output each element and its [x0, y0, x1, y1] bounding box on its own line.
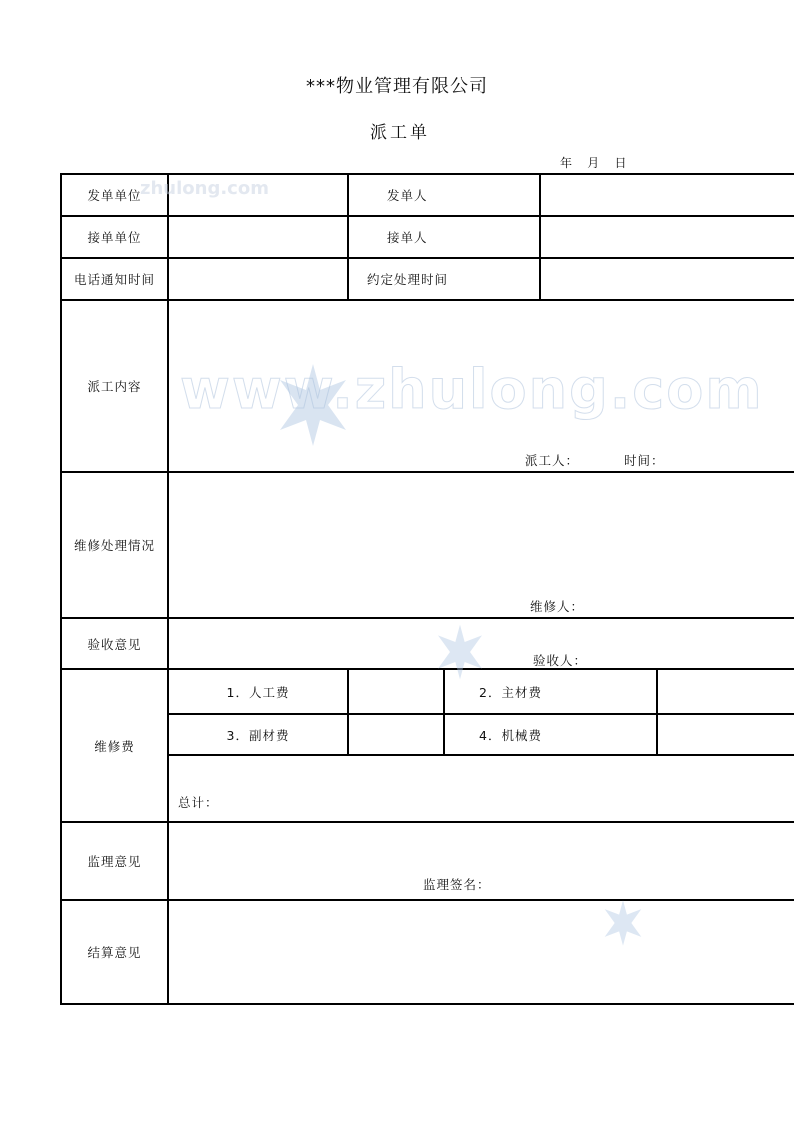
- row-times: [61, 258, 794, 300]
- receiving-unit-field[interactable]: [168, 216, 348, 258]
- row-repair-status: [61, 472, 794, 618]
- settlement-label: 结算意见: [61, 900, 168, 1004]
- settlement-field[interactable]: [168, 900, 794, 1004]
- row-settlement: [61, 900, 794, 1004]
- fee-main-material-field[interactable]: [657, 669, 794, 714]
- date-line: 年 月 日: [560, 156, 627, 170]
- phone-notice-time-field[interactable]: [168, 258, 348, 300]
- agreed-time-field[interactable]: [540, 258, 794, 300]
- company-name: ***物业管理有限公司: [306, 76, 488, 97]
- supervisor-signature-label: 监理签名：: [423, 877, 491, 892]
- fee-labor-label: 1．人工费: [168, 669, 348, 714]
- repair-status-field[interactable]: [168, 472, 794, 618]
- dispatch-content-field[interactable]: [168, 300, 794, 472]
- issuing-unit-label: 发单单位: [61, 174, 168, 216]
- dispatcher-signature-label: 派工人：: [525, 453, 580, 468]
- receiver-field[interactable]: [540, 216, 794, 258]
- acceptance-field[interactable]: [168, 618, 794, 669]
- time-signature-label: 时间：: [624, 453, 665, 468]
- row-receiving: [61, 216, 794, 258]
- row-fee-total: [61, 755, 794, 822]
- receiver-label: 接单人: [348, 216, 540, 258]
- row-supervision: [61, 822, 794, 900]
- issuer-field[interactable]: [540, 174, 794, 216]
- row-dispatch-content: [61, 300, 794, 472]
- fee-machinery-label: 4．机械费: [444, 714, 657, 755]
- issuer-label: 发单人: [348, 174, 540, 216]
- dispatch-form-table: [60, 173, 794, 1005]
- row-issuing: [61, 174, 794, 216]
- watermark-small: zhulong.com: [140, 178, 269, 199]
- issuing-unit-field[interactable]: [168, 174, 348, 216]
- dispatch-content-label: 派工内容: [61, 300, 168, 472]
- fee-labor-field[interactable]: [348, 669, 444, 714]
- repair-fee-label: 维修费: [61, 669, 168, 822]
- receiving-unit-label: 接单单位: [61, 216, 168, 258]
- repair-status-label: 维修处理情况: [61, 472, 168, 618]
- acceptor-signature-label: 验收人：: [533, 653, 588, 668]
- watermark-main: www.zhulong.com: [180, 358, 764, 421]
- row-fee-1: [61, 669, 794, 714]
- total-label: 总计：: [178, 795, 219, 810]
- fee-aux-material-field[interactable]: [348, 714, 444, 755]
- row-acceptance: [61, 618, 794, 669]
- supervision-label: 监理意见: [61, 822, 168, 900]
- fee-total-field[interactable]: [168, 755, 794, 822]
- agreed-time-label: 约定处理时间: [348, 258, 540, 300]
- repairer-signature-label: 维修人：: [530, 599, 585, 614]
- acceptance-label: 验收意见: [61, 618, 168, 669]
- supervision-field[interactable]: [168, 822, 794, 900]
- fee-aux-material-label: 3．副材费: [168, 714, 348, 755]
- row-fee-2: [61, 714, 794, 755]
- fee-main-material-label: 2．主材费: [444, 669, 657, 714]
- fee-machinery-field[interactable]: [657, 714, 794, 755]
- form-title: 派工单: [370, 123, 430, 143]
- phone-notice-time-label: 电话通知时间: [61, 258, 168, 300]
